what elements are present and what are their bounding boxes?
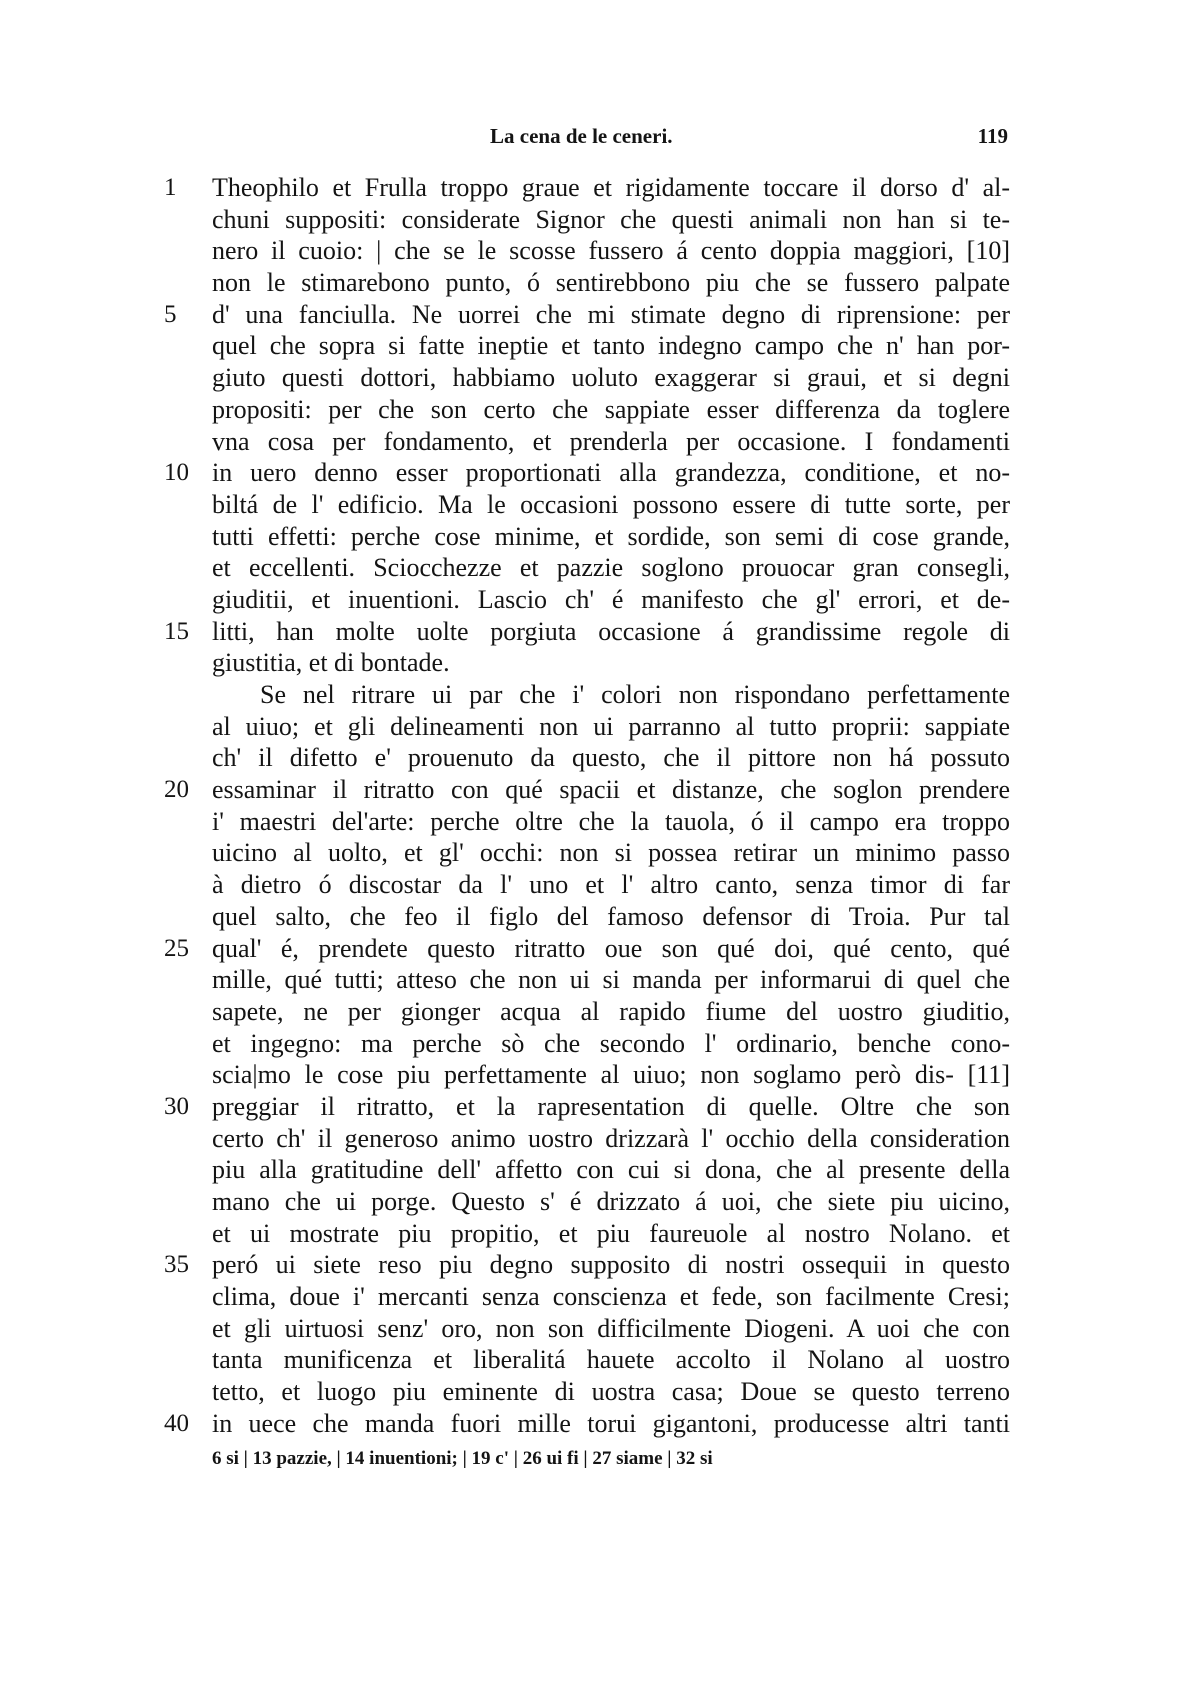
text-line — [212, 1313, 1010, 1345]
line-text: mille, qué tutti; atteso che non ui si manda per informarui di quel che — [212, 965, 1010, 995]
line-text: chuni suppositi: considerate Signor che questi animali non han si te- — [212, 204, 1010, 234]
line-text: quel salto, che feo il figlo del famoso defensor di Troia. Pur tal — [212, 901, 1010, 931]
text-line — [212, 1154, 1010, 1186]
line-number: 1 — [164, 174, 177, 201]
text-line — [212, 647, 1010, 679]
line-text: Theophilo et Frulla troppo graue et rigidamente toccare il dorso d' al- — [212, 173, 1010, 202]
line-text: giuto questi dottori, habbiamo uoluto exaggerar si graui, et si degni — [212, 363, 1010, 393]
line-text: giustitia, et di bontade. — [212, 648, 450, 678]
line-text: quel che sopra si fatte ineptie et tanto indegno campo che n' han por- — [212, 331, 1010, 361]
text-line — [164, 172, 1010, 204]
line-text: i' maestri del'arte: perche oltre che la tauola, ó il campo era troppo — [212, 806, 1010, 836]
line-text: Se nel ritrare ui par che i' colori non rispondano perfettamente — [260, 680, 1010, 709]
text-line — [212, 1344, 1010, 1376]
line-text: mano che ui porge. Questo s' é drizzato á uoi, che siete piu uicino, — [212, 1187, 1010, 1216]
line-text: essaminar il ritratto con qué spacii et distanze, che soglon prendere — [212, 775, 1010, 805]
text-line — [212, 742, 1010, 774]
footnotes: 6 si | 13 pazzie, | 14 inuentioni; | 19 c' | 26 ui fi | 27 siame | 32 si — [212, 1448, 713, 1469]
line-text: tutti effetti: perche cose minime, et sordide, son semi di cose grande, — [212, 521, 1010, 551]
text-line — [164, 933, 1010, 965]
text-line — [212, 394, 1010, 426]
line-text: in uece che manda fuori mille torui gigantoni, producesse altri tanti — [212, 1408, 1010, 1438]
line-text: propositi: per che son certo che sappiate esser differenza da toglere — [212, 394, 1010, 424]
text-line — [164, 1249, 1010, 1281]
line-text: uicino al uolto, et gl' occhi: non si possea retirar un minimo passo — [212, 838, 1010, 868]
line-text: et ui mostrate piu propitio, et piu faureuole al nostro Nolano. et — [212, 1218, 1010, 1248]
line-text: qual' é, prendete questo ritratto oue son qué doi, qué cento, qué — [212, 933, 1010, 963]
text-line — [212, 521, 1010, 553]
text-line — [164, 1408, 1010, 1440]
page-header — [212, 124, 1008, 154]
line-text: d' una fanciulla. Ne uorrei che mi stimate degno di riprensione: per — [212, 299, 1010, 329]
line-number: 5 — [164, 300, 177, 328]
text-line — [212, 426, 1010, 458]
text-line — [212, 837, 1010, 869]
line-number: 10 — [164, 459, 189, 487]
text-line — [212, 362, 1010, 394]
line-text: scia|mo le cose piu perfettamente al uiuo; non soglamo però dis- [11] — [212, 1060, 1010, 1090]
text-line — [212, 1059, 1010, 1091]
line-text: al uiuo; et gli delineamenti non ui parranno al tutto proprii: sappiate — [212, 711, 1010, 741]
line-text: preggiar il ritratto, et la rapresentation di quelle. Oltre che son — [212, 1091, 1010, 1121]
text-line — [212, 489, 1010, 521]
text-line — [212, 552, 1010, 584]
text-line — [212, 1123, 1010, 1155]
line-text: non le stimarebono punto, ó sentirebbono piu che se fussero palpate — [212, 268, 1010, 298]
text-line — [164, 774, 1010, 806]
line-text: giuditii, et inuentioni. Lascio ch' é manifesto che gl' errori, et de- — [212, 584, 1010, 614]
line-text: certo ch' il generoso animo uostro drizzarà l' occhio della consideration — [212, 1123, 1010, 1153]
text-line — [164, 1091, 1010, 1123]
text-line — [212, 1186, 1010, 1218]
line-number: 35 — [164, 1251, 189, 1279]
line-text: tanta munificenza et liberalitá hauete accolto il Nolano al uostro — [212, 1345, 1010, 1375]
line-text: à dietro ó discostar da l' uno et l' altro canto, senza timor di far — [212, 870, 1010, 900]
line-text: et gli uirtuosi senz' oro, non son difficilmente Diogeni. A uoi che con — [212, 1313, 1010, 1343]
line-text: biltá de l' edificio. Ma le occasioni possono essere di tutte sorte, per — [212, 489, 1010, 519]
text-line — [212, 235, 1010, 267]
line-text: piu alla gratitudine dell' affetto con cui si dona, che al presente della — [212, 1155, 1010, 1185]
text-line — [212, 1028, 1010, 1060]
line-text: sapete, ne per gionger acqua al rapido fiume del uostro giuditio, — [212, 996, 1010, 1026]
text-line — [212, 964, 1010, 996]
page-number: 119 — [977, 124, 1008, 148]
line-number: 20 — [164, 776, 189, 804]
text-line — [212, 204, 1010, 236]
text-line — [212, 267, 1010, 299]
text-line — [164, 457, 1010, 489]
line-text: clima, doue i' mercanti senza conscienza et fede, son facilmente Cresi; — [212, 1282, 1010, 1312]
text-line — [164, 616, 1010, 648]
line-number: 15 — [164, 617, 189, 645]
text-line — [212, 1376, 1010, 1408]
line-text: tetto, et luogo piu eminente di uostra casa; Doue se questo terreno — [212, 1377, 1010, 1407]
line-number: 40 — [164, 1409, 189, 1437]
running-title: La cena de le ceneri. — [490, 124, 673, 148]
text-line — [212, 901, 1010, 933]
line-text: ch' il difetto e' prouenuto da questo, che il pittore non há possuto — [212, 743, 1010, 773]
text-line — [212, 1218, 1010, 1250]
line-text: vna cosa per fondamento, et prenderla per occasione. I fondamenti — [212, 426, 1010, 456]
line-text: et eccellenti. Sciocchezze et pazzie soglono prouocar gran consegli, — [212, 553, 1010, 583]
body-text — [164, 172, 1010, 1440]
line-text: peró ui siete reso piu degno supposito di nostri ossequii in questo — [212, 1250, 1010, 1280]
text-line — [212, 806, 1010, 838]
line-number: 30 — [164, 1092, 189, 1120]
text-line — [212, 1281, 1010, 1313]
text-line — [164, 299, 1010, 331]
text-line — [212, 869, 1010, 901]
text-line — [212, 584, 1010, 616]
text-line — [212, 679, 1010, 711]
line-text: nero il cuoio: | che se le scosse fussero á cento doppia maggiori, [10] — [212, 236, 1010, 266]
text-line — [212, 330, 1010, 362]
text-line — [212, 996, 1010, 1028]
line-text: litti, han molte uolte porgiuta occasione á grandissime regole di — [212, 616, 1010, 646]
text-line — [212, 711, 1010, 743]
line-text: et ingegno: ma perche sò che secondo l' ordinario, benche cono- — [212, 1028, 1010, 1058]
line-text: in uero denno esser proportionati alla grandezza, conditione, et no- — [212, 458, 1010, 488]
line-number: 25 — [164, 934, 189, 962]
